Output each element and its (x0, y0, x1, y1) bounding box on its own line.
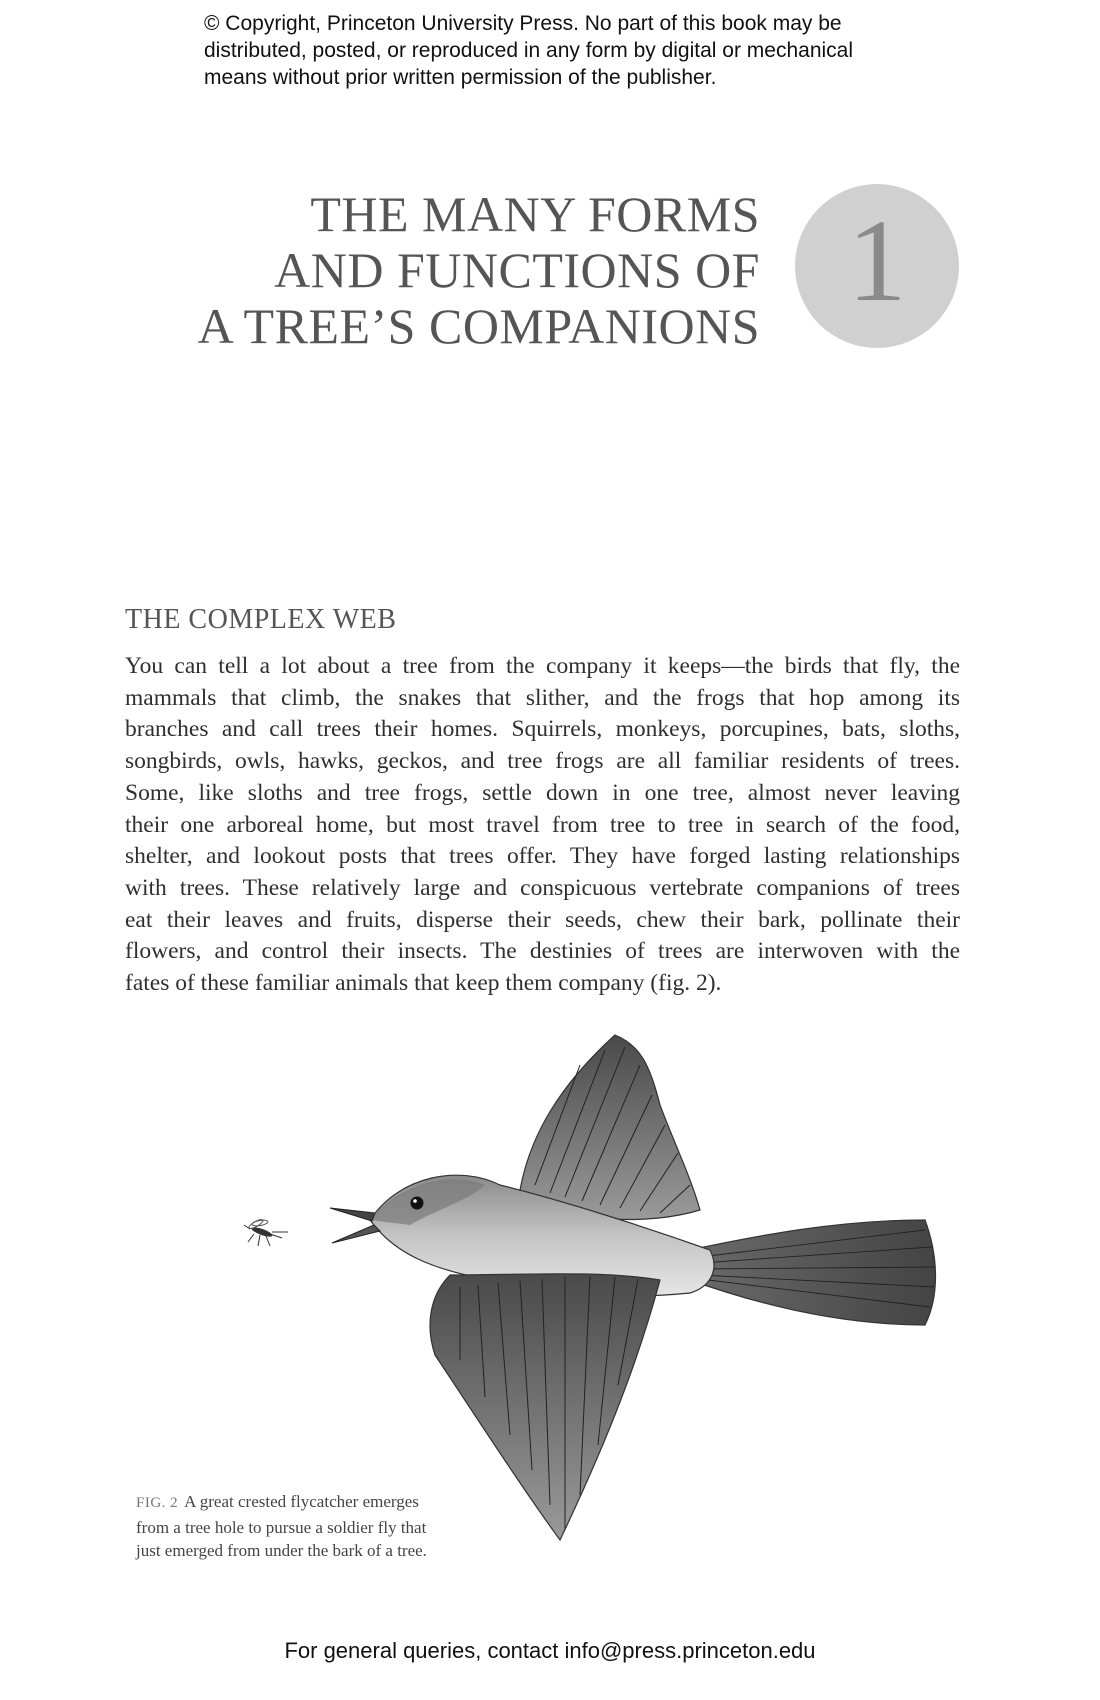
body-line: songbirds, owls, hawks, geckos, and tree frogs are all familiar residents of trees. (125, 748, 960, 775)
chapter-number: 1 (847, 195, 907, 326)
copyright-line: means without prior written permission of the publisher. (204, 66, 717, 89)
chapter-title-line: THE MANY FORMS (310, 186, 760, 242)
body-paragraph (125, 651, 960, 1000)
copyright-line: distributed, posted, or reproduced in any form by digital or mechanical (204, 39, 854, 62)
body-line: eat their leaves and fruits, disperse their seeds, chew their bark, pollinate their (125, 906, 960, 933)
body-line: with trees. These relatively large and conspicuous vertebrate companions of trees (125, 874, 960, 901)
body-line: shelter, and lookout posts that trees offer. They have forged lasting relationships (125, 843, 960, 870)
soldier-fly-icon (244, 1218, 288, 1246)
body-line: mammals that climb, the snakes that slither, and the frogs that hop among its (125, 684, 960, 711)
body-line: flowers, and control their insects. The destinies of trees are interwoven with the (125, 938, 960, 965)
body-line: branches and call trees their homes. Squirrels, monkeys, porcupines, bats, sloths, (125, 716, 960, 743)
caption-line: just emerged from under the bark of a tree. (136, 1541, 427, 1560)
bird-beak (330, 1208, 380, 1243)
chapter-number-badge (795, 184, 959, 348)
body-line: their one arboreal home, but most travel from tree to tree in search of the food, (125, 811, 960, 838)
body-line: fates of these familiar animals that keep them company (fig. 2). (125, 970, 722, 997)
body-line: Some, like sloths and tree frogs, settle down in one tree, almost never leaving (125, 779, 960, 806)
caption-text: A great crested flycatcher emerges (184, 1492, 419, 1511)
chapter-title (198, 186, 760, 354)
body-line: You can tell a lot about a tree from the company it keeps—the birds that fly, the (125, 653, 960, 679)
chapter-title-line: AND FUNCTIONS OF (274, 242, 760, 298)
caption-line (136, 1490, 476, 1516)
section-heading: THE COMPLEX WEB (125, 604, 397, 635)
figure-caption (136, 1490, 476, 1563)
bird-upper-wing (520, 1035, 700, 1220)
footer-contact: For general queries, contact info@press.princeton.edu (284, 1638, 816, 1663)
caption-line: from a tree hole to pursue a soldier fly that (136, 1517, 427, 1537)
copyright-line: © Copyright, Princeton University Press. No part of this book may be (204, 12, 842, 35)
copyright-notice (204, 10, 964, 91)
figure-label: FIG. 2 (136, 1495, 179, 1511)
chapter-title-line: A TREE’S COMPANIONS (197, 298, 760, 354)
bird-tail (690, 1220, 936, 1325)
